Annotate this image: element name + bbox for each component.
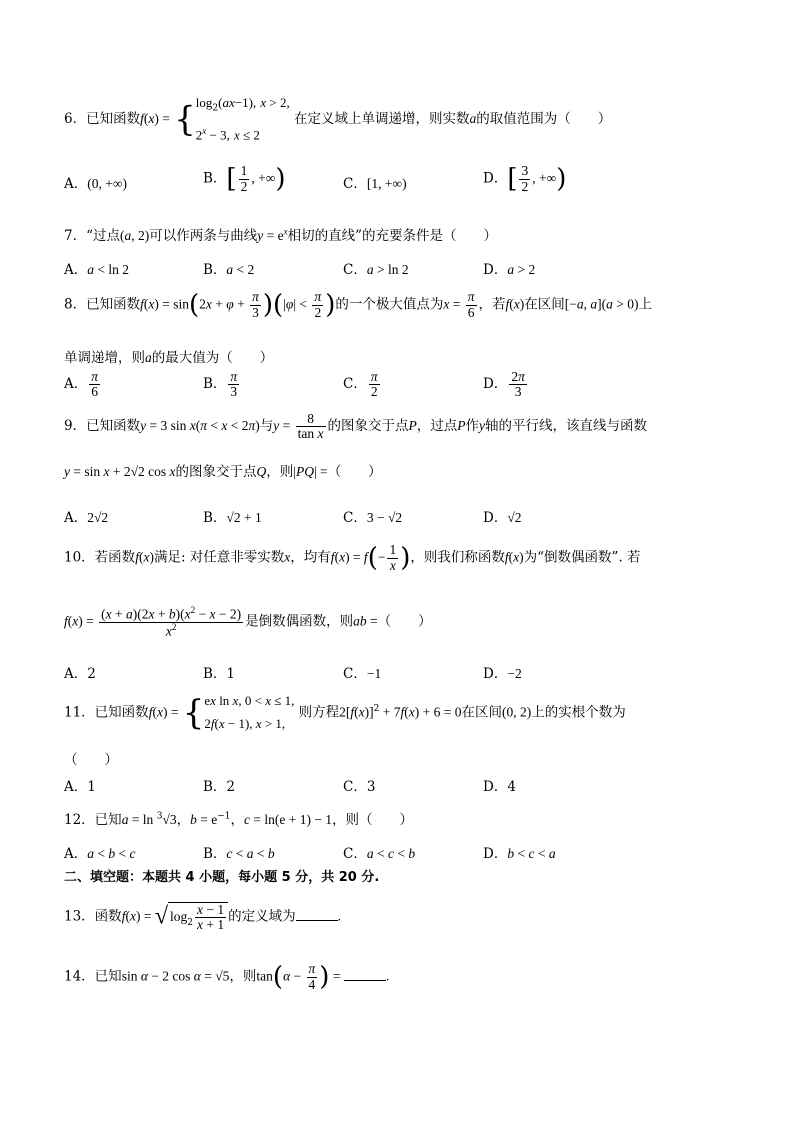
q12-option-d[interactable]: D．b < c < a [483,846,556,862]
question-12: 12．已知a = ln $^3$√3，$b = e^{-1}$，c = ln(e + 1) − 1，则（ ） [64,811,414,828]
q6-option-d[interactable]: D．[ $\frac{3}{2}$ , +∞) [483,163,567,194]
question-10-line2: f(x) = $\frac{(x + a)(2x + b)(x^2 - x - 2)}{x^2}$ 是倒数偶函数，则ab =（ ） [64,605,432,639]
q11-option-a[interactable]: A．1 [64,779,96,795]
q11-option-c[interactable]: C．3 [343,779,376,795]
q8-option-d[interactable]: D． $\frac{2\pi}{3}$ [483,369,525,400]
question-14: 14．已知sin α − 2 cos α = √5，则tan(α − $\frac{\pi}{4}$ ) = . [64,961,390,992]
question-8-line2: 单调递增，则a的最大值为（ ） [64,350,274,366]
question-11-line2: （ ） [64,752,118,768]
q11-option-b[interactable]: B．2 [203,779,236,795]
q9-option-d[interactable]: D．√2 [483,510,522,526]
q9-option-a[interactable]: A．2√2 [64,510,109,526]
question-10: 10．若函数f(x)满足: 对任意非零实数x，均有f(x) = f(− $\frac{1}{x}$ )，则我们称函数f(x)为“倒数偶函数”. 若 [64,542,641,573]
section-heading: 二、填空题：本题共 4 小题，每小题 5 分，共 20 分. [64,870,380,885]
answer-blank-13[interactable] [296,908,338,921]
q9-option-c[interactable]: C．3 − √2 [343,510,403,526]
question-11: 11．已知函数f(x) = {ex ln x, 0 < x ≤ 1, 2f(x − 1), x > 1, 则方程$2[f(x)]^2 + 7f(x) + 6 = 0$在区间(0, 2)上的实根个数为 [64,693,626,733]
question-7: 7．“过点(a, 2)可以作两条与曲线$y = e^x$相切的直线”的充要条件是（ ） [64,226,498,244]
question-13: 13．函数f(x) = √ $\log_2$ $\frac{x - 1}{x + 1}$ 的定义域为 . [64,902,341,933]
answer-blank-14[interactable] [344,968,386,981]
q7-option-b[interactable]: B．a < 2 [203,262,255,278]
q8-option-a[interactable]: A． $\frac{\pi}{6}$ [64,369,99,400]
q8-option-b[interactable]: B． $\frac{\pi}{3}$ [203,369,238,400]
q6-stem: 6．已知函数 [64,110,141,127]
q7-option-a[interactable]: A．a < ln 2 [64,262,129,278]
q12-option-c[interactable]: C．a < c < b [343,846,416,862]
q10-option-b[interactable]: B．1 [203,666,236,682]
brace-icon: { [174,99,196,140]
q12-option-a[interactable]: A．a < b < c [64,846,136,862]
q6-option-b[interactable]: B．[ $\frac{1}{2}$ , +∞) [203,163,286,194]
question-6: 6．已知函数$f(x) = \{\log_2(ax-1)$, x > 2, $2^x - 3$, x ≤ 2 在定义域上单调递增，则实数a的取值范围为（ ） [64,95,612,142]
q8-option-c[interactable]: C． $\frac{\pi}{2}$ [343,369,378,400]
q10-option-c[interactable]: C．−1 [343,666,382,682]
q11-option-d[interactable]: D．4 [483,779,516,795]
q7-option-d[interactable]: D．a > 2 [483,262,536,278]
q12-option-b[interactable]: B．c < a < b [203,846,275,862]
q7-option-c[interactable]: C．a > ln 2 [343,262,409,278]
q10-option-a[interactable]: A．2 [64,666,96,682]
question-8: 8．已知函数f(x) = sin(2x + φ + $\frac{\pi}{3}$ )(|φ| < $\frac{\pi}{2}$ )的一个极大值点为x = $\frac{\pi}{6}$ ，若f(x)在区间[−a, a](a > 0)上 [64,289,652,320]
q6-option-c[interactable]: C．[1, +∞) [343,176,407,192]
q6-option-a[interactable]: A．(0, +∞) [64,176,127,192]
question-9: 9．已知函数y = 3 sin x(π < x < 2π)与y = $\frac{8}{\text{tan x}}$ 的图象交于点P，过点P作y轴的平行线，该直线与函数 [64,411,647,442]
question-9-line2: y = sin x + 2√2 cos x的图象交于点Q，则|PQ| =（ ） [64,464,382,480]
q10-option-d[interactable]: D．−2 [483,666,522,682]
q9-option-b[interactable]: B．√2 + 1 [203,510,262,526]
